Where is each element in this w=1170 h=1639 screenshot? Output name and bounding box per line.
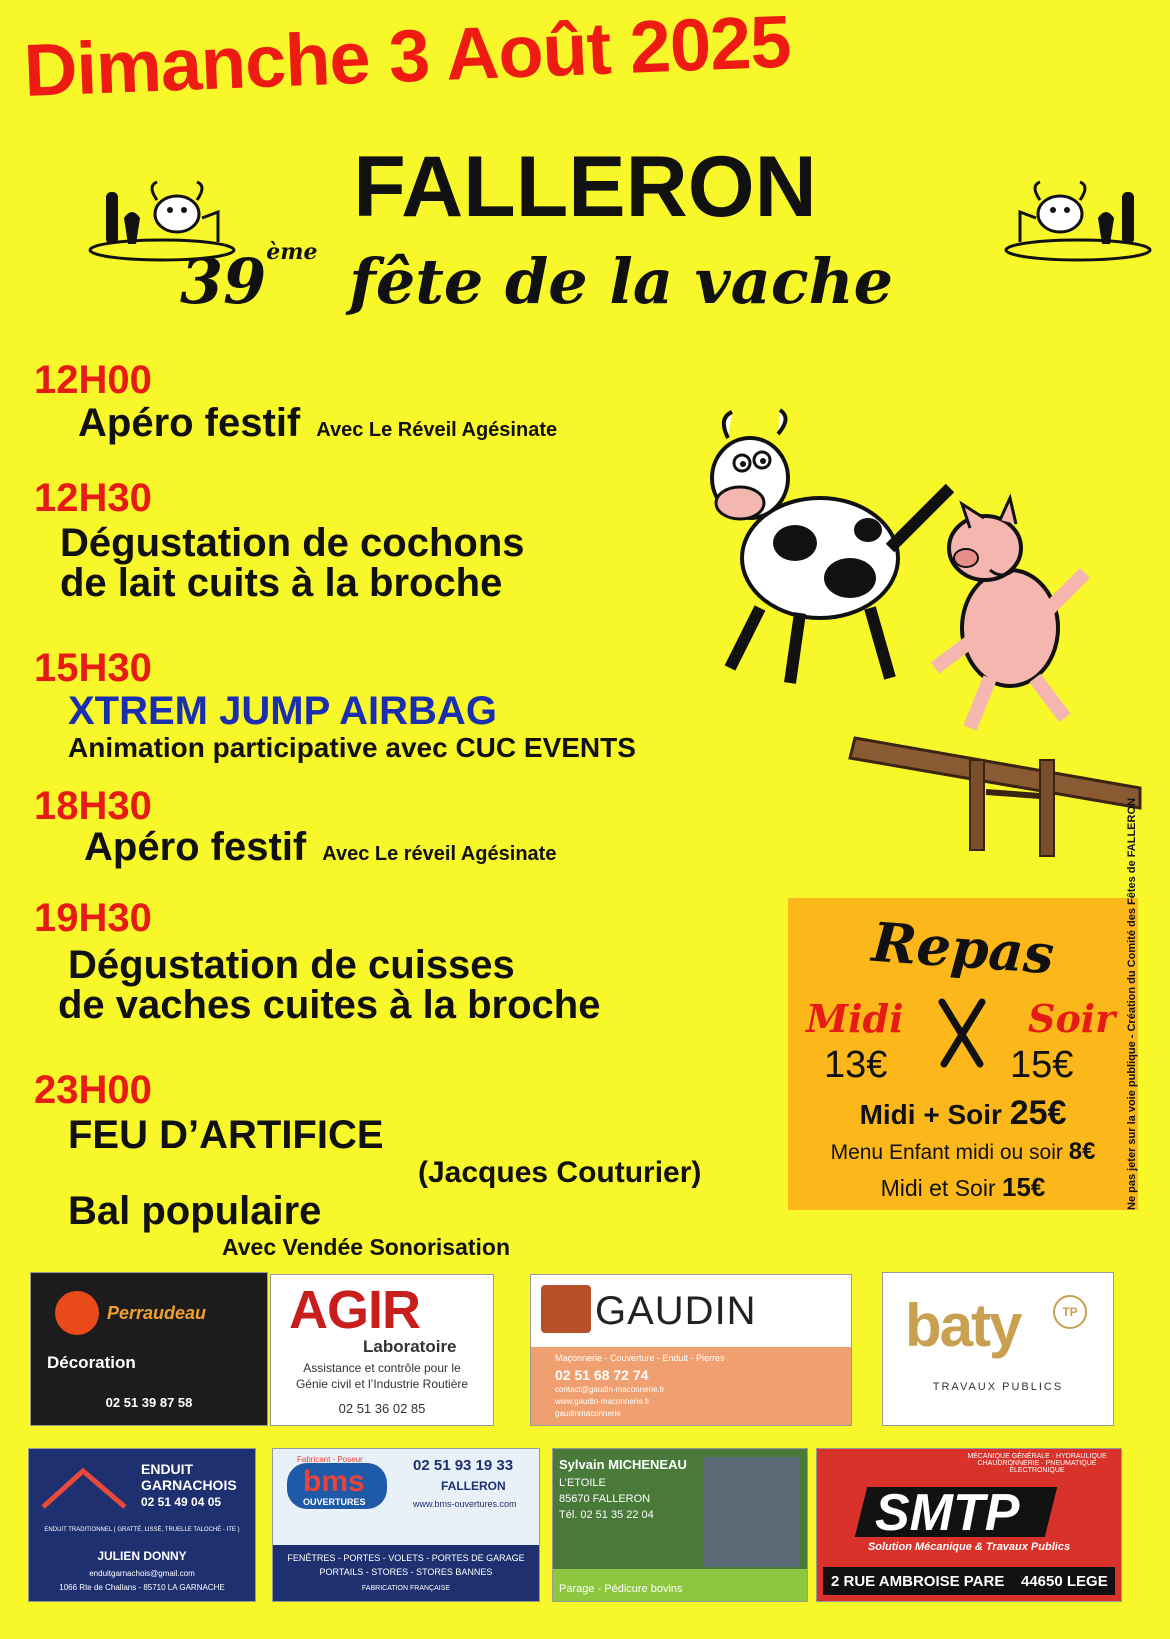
fireworks-credit: (Jacques Couturier): [418, 1156, 702, 1189]
activity-title: Apéro festif: [84, 825, 307, 869]
activity-bal: Bal populaire: [68, 1189, 322, 1233]
activity-airbag: XTREM JUMP AIRBAG: [68, 689, 497, 733]
smtp-services: MÉCANIQUE GÉNÉRALE · HYDRAULIQUE CHAUDRONNERIE · PNEUMATIQUE ÉLECTRONIQUE: [967, 1453, 1107, 1474]
perraudeau-phone: 02 51 39 87 58: [105, 1395, 193, 1410]
edition-suffix: ème: [266, 239, 318, 265]
time-1230: 12H30: [34, 476, 152, 520]
activity-note: Avec Le réveil Agésinate: [322, 843, 557, 865]
agir-name: AGIR: [289, 1280, 420, 1340]
combo-text: Midi + Soir: [859, 1099, 1002, 1130]
gaudin-web: www.gaudin-maconnerie.fr: [555, 1397, 650, 1406]
enduit-name2: GARNACHOIS: [141, 1477, 237, 1493]
sponsor-baty: [882, 1272, 1114, 1426]
time-1200: 12H00: [34, 358, 152, 402]
time-1930: 19H30: [34, 896, 152, 940]
cutlery-icon: [936, 998, 988, 1068]
agir-line2: Génie civil et l’Industrie Routière: [295, 1377, 469, 1391]
time-1830: 18H30: [34, 784, 152, 828]
cow-waiter-right-icon: [998, 178, 1158, 268]
bms-line3: FABRICATION FRANÇAISE: [361, 1585, 451, 1592]
repas-title: Repas: [869, 909, 1057, 987]
smtp-address: 2 RUE AMBROISE PARE: [831, 1573, 1005, 1590]
bms-web: www.bms-ouvertures.com: [413, 1499, 517, 1509]
gaudin-bricks-icon: [541, 1285, 591, 1333]
smtp-tagline: Solution Mécanique & Travaux Publics: [867, 1541, 1071, 1553]
child-combo-price: 15€: [1002, 1172, 1046, 1202]
baty-sub: TRAVAUX PUBLICS: [932, 1381, 1064, 1393]
enduit-desc: ENDUIT TRADITIONNEL ( GRATTÉ, LISSÉ, TRUELLE TALOCHÉ - ITE ): [44, 1527, 240, 1533]
event-date: Dimanche 3 Août 2025: [22, 0, 792, 112]
event-edition: [180, 239, 894, 318]
enduit-phone: 02 51 49 04 05: [141, 1495, 222, 1509]
bms-line2: PORTAILS - STORES - STORES BANNES: [319, 1567, 493, 1577]
bms-town: FALLERON: [441, 1479, 506, 1493]
repas-combo: [788, 1094, 1138, 1133]
time-2300: 23H00: [34, 1068, 152, 1112]
vertical-credit: Ne pas jeter sur la voie publique - Création du Comité des Fêtes de FALLERON: [1126, 798, 1138, 1210]
agir-phone: 02 51 36 02 85: [338, 1401, 426, 1416]
perraudeau-name: Perraudeau: [107, 1303, 207, 1323]
micheneau-town: 85670 FALLERON: [559, 1493, 651, 1505]
baty-name: baty: [905, 1292, 1021, 1359]
activity-cochons-line2: de lait cuits à la broche: [60, 561, 503, 605]
child-text: Menu Enfant midi ou soir: [830, 1141, 1063, 1164]
sponsor-perraudeau: [30, 1272, 268, 1426]
combo-price: 25€: [1009, 1094, 1067, 1132]
repas-midi-label: Midi: [806, 996, 904, 1041]
repas-midi-price: 13€: [824, 1044, 888, 1086]
gaudin-name: GAUDIN: [595, 1289, 757, 1333]
bms-line1: FENÊTRES - PORTES - VOLETS - PORTES DE GARAGE: [287, 1553, 525, 1563]
edition-number: 39: [180, 245, 267, 318]
perraudeau-tagline: Décoration: [47, 1353, 136, 1372]
repas-child: [788, 1138, 1138, 1166]
baty-tp-badge: TP: [1053, 1295, 1087, 1329]
repas-box: [788, 898, 1138, 1210]
activity-cuisses-line1: Dégustation de cuisses: [68, 943, 515, 987]
farrier-photo: [703, 1457, 799, 1567]
repas-soir-label: Soir: [1028, 996, 1116, 1041]
bms-name: bms: [303, 1465, 365, 1498]
sponsor-bms: [272, 1448, 540, 1602]
sponsor-agir: [270, 1274, 494, 1426]
smtp-name: SMTP: [875, 1484, 1020, 1542]
sponsor-micheneau: [552, 1448, 808, 1602]
micheneau-services: Parage - Pédicure bovins: [559, 1583, 683, 1595]
bms-sub: OUVERTURES: [303, 1497, 366, 1507]
gaudin-social: gaudinmaconnerie: [555, 1409, 621, 1418]
enduit-person: JULIEN DONNY: [97, 1549, 187, 1563]
micheneau-name: Sylvain MICHENEAU: [559, 1457, 687, 1472]
event-name: fête de la vache: [349, 245, 894, 318]
micheneau-phone: Tél. 02 51 35 22 04: [559, 1509, 654, 1521]
repas-soir-price: 15€: [1010, 1044, 1074, 1086]
enduit-address: 1066 Rte de Challans - 85710 LA GARNACHE: [59, 1583, 225, 1592]
cow-pig-illustration: [700, 408, 1150, 868]
gaudin-email: contact@gaudin-maconnerie.fr: [555, 1385, 665, 1394]
repas-child-combo: [788, 1172, 1138, 1203]
activity-airbag-subtitle: Animation participative avec CUC EVENTS: [68, 732, 636, 763]
activity-title: Apéro festif: [78, 401, 301, 445]
sponsor-enduit-garnachois: [28, 1448, 256, 1602]
sponsor-gaudin: [530, 1274, 852, 1426]
activity-cochons-line1: Dégustation de cochons: [60, 521, 525, 565]
event-town: FALLERON: [353, 139, 817, 235]
smtp-postcode: 44650 LEGE: [1021, 1573, 1108, 1590]
bms-tag: Fabricant - Poseur: [297, 1455, 363, 1464]
enduit-name1: ENDUIT: [141, 1461, 194, 1477]
time-1530: 15H30: [34, 646, 152, 690]
activity-apero-2: [84, 826, 556, 875]
perraudeau-logo-icon: [55, 1291, 99, 1335]
agir-line1: Assistance et contrôle pour le: [303, 1361, 461, 1375]
micheneau-place: L’ETOILE: [559, 1477, 606, 1489]
activity-cuisses-line2: de vaches cuites à la broche: [58, 983, 601, 1027]
bal-credit: Avec Vendée Sonorisation: [222, 1234, 511, 1260]
gaudin-services: Maçonnerie - Couverture - Enduit - Pierres: [555, 1353, 725, 1363]
child-combo-text: Midi et Soir: [880, 1175, 996, 1201]
gaudin-phone: 02 51 68 72 74: [555, 1367, 649, 1383]
enduit-email: enduitgarnachois@gmail.com: [89, 1569, 195, 1578]
sponsor-smtp: [816, 1448, 1122, 1602]
activity-apero-1: [78, 402, 557, 451]
house-roof-icon: [39, 1463, 129, 1513]
activity-fireworks: FEU D’ARTIFICE: [68, 1113, 384, 1157]
child-price: 8€: [1068, 1138, 1096, 1165]
activity-note: Avec Le Réveil Agésinate: [316, 419, 558, 441]
agir-sub: Laboratoire: [363, 1337, 457, 1356]
bms-phone: 02 51 93 19 33: [413, 1457, 514, 1474]
